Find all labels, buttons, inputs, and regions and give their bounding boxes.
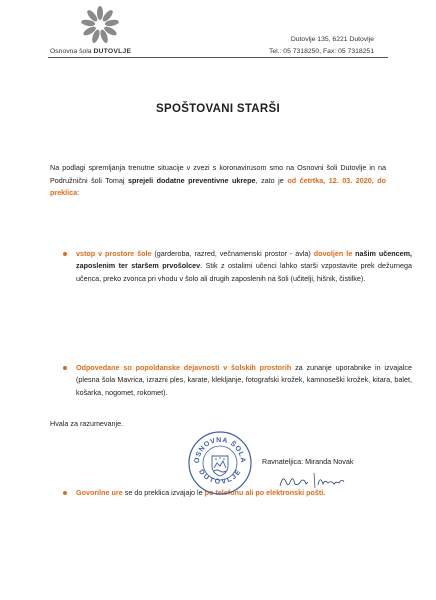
bullet-icon [63, 366, 67, 370]
bullet-icon [63, 491, 67, 495]
intro-paragraph: Na podlagi spremljanja trenutne situacije v zvezi s koronavirusom smo na Osnovni šoli Dutovlje in na Podružnični šoli Tomaj sprejeli dodatne preventivne ukrepe, zato je od četrtka, 12. 03. 2020, do preklica: [50, 163, 387, 198]
handwritten-signature [278, 470, 358, 492]
school-stamp-icon [187, 430, 253, 496]
school-name-bold: DUTOVLJE [93, 48, 132, 55]
list-item: Govorilne ure se do preklica izvajajo le po telefonu ali po elektronski pošti. [50, 487, 412, 500]
list-item: Odpovedane so popoldanske dejavnosti v šolskih prostorih za zunanje uporabnike in izvajalce (plesna šola Mavrica, izrazni ples, karate, klekljanje, fotografski krožek, kamnoseški krožek, kitara, balet, košarka, nogomet, rokomet). [50, 362, 412, 400]
bullet-icon [63, 252, 67, 256]
letter-title: SPOŠTOVANI STARŠI [156, 103, 280, 115]
letterhead [0, 0, 436, 62]
principal-name: Ravnateljica: Miranda Novak [262, 457, 354, 466]
svg-text:DUTOVLJE: DUTOVLJE [197, 468, 243, 486]
closing-text: Hvala za razumevanje. [50, 419, 124, 428]
school-phone: Tel.: 05 7318250, Fax: 05 7318251 [268, 48, 374, 55]
school-address: Dutovlje 135, 6221 Dutovlje [290, 36, 374, 43]
header-divider [48, 57, 388, 58]
school-name: Osnovna šola DUTOVLJE [50, 48, 132, 55]
school-logo-icon [80, 5, 120, 45]
list-item: vstop v prostore šole (garderoba, razred, večnamenski prostor - avla) dovoljen le našim učencem, zaposlenim ter staršem prvošolcev. Stik z ostalimi učenci lahko starši vzpostavite prek dežurnega učenca, preko zvonca pri vhodu v šolo ali drugih zaposlenih na šoli (učitelji, hišnik, čistilke). [50, 248, 412, 286]
svg-text:OSNOVNA ŠOLA: OSNOVNA ŠOLA [193, 436, 247, 464]
